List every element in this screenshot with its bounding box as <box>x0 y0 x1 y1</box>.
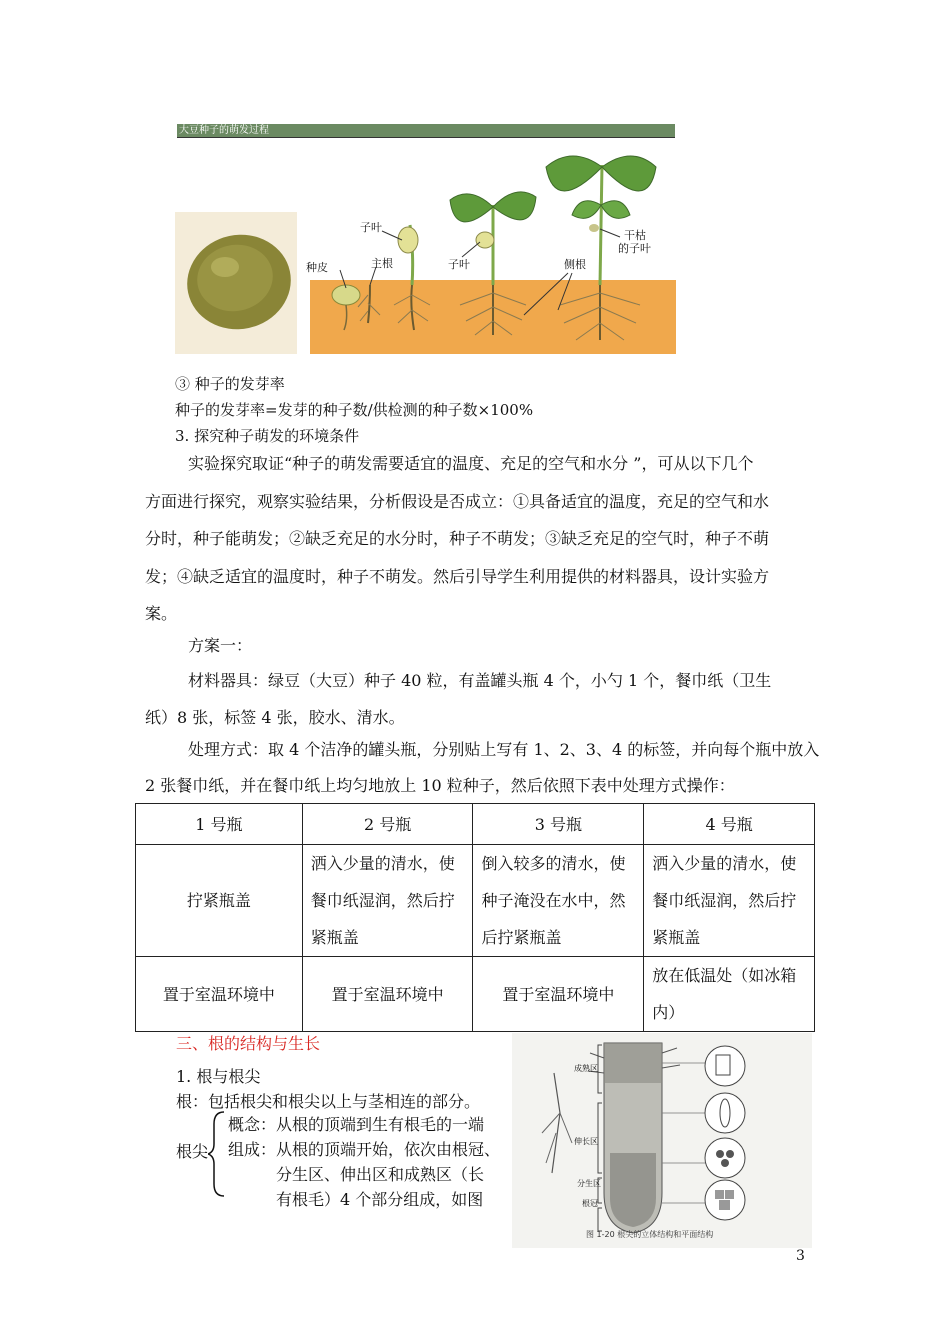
table-cell: 洒入少量的清水，使 餐巾纸湿润，然后拧 紧瓶盖 <box>302 845 473 957</box>
figure-title: 大豆种子的萌发过程 <box>177 124 675 138</box>
table-cell: 洒入少量的清水，使 餐巾纸湿润，然后拧 紧瓶盖 <box>644 845 815 957</box>
treatment-table <box>135 803 815 1032</box>
root-label: 根冠 <box>582 1199 598 1208</box>
label-cotyledon-1: 子叶 <box>360 221 382 234</box>
table-cell: 倒入较多的清水，使 种子淹没在水中，然 后拧紧瓶盖 <box>473 845 644 957</box>
root-label: 伸长区 <box>574 1137 598 1146</box>
rate-formula: 种子的发芽率=发芽的种子数/供检测的种子数×100% <box>175 401 534 419</box>
paragraph-line: 实验探究取证“种子的萌发需要适宜的温度、充足的空气和水分 ”，可从以下几个 <box>188 454 754 473</box>
label-seed-coat: 种皮 <box>306 261 328 274</box>
label-cotyledon-2: 子叶 <box>448 258 470 271</box>
plan-title: 方案一： <box>188 636 253 655</box>
method-line: 2 张餐巾纸，并在餐巾纸上均匀地放上 10 粒种子，然后依照下表中处理方式操作： <box>145 776 735 795</box>
label-withered-2: 的子叶 <box>618 242 651 255</box>
table-cell: 置于室温环境中 <box>136 957 303 1032</box>
table-header-cell: 2 号瓶 <box>302 804 473 845</box>
paragraph-line: 发；④缺乏适宜的温度时，种子不萌发。然后引导学生利用提供的材料器具，设计实验方 <box>145 567 770 586</box>
label-lateral-root: 侧根 <box>564 258 586 271</box>
table-cell: 放在低温处（如冰箱 内） <box>644 957 815 1032</box>
paragraph-line: 方面进行探究，观察实验结果，分析假设是否成立：①具备适宜的温度，充足的空气和水 <box>145 492 770 511</box>
composition-line: 分生区、伸出区和成熟区（长 <box>276 1165 485 1184</box>
concept-line: 概念：从根的顶端到生有根毛的一端 <box>228 1115 485 1134</box>
method-line: 处理方式：取 4 个洁净的罐头瓶，分别贴上写有 1、2、3、4 的标签，并向每个瓶中放入 <box>188 740 820 759</box>
root-heading: 1. 根与根尖 <box>176 1067 261 1086</box>
paragraph-line: 案。 <box>145 604 178 623</box>
page-number: 3 <box>796 1248 805 1264</box>
rate-heading: ③ 种子的发芽率 <box>175 375 285 393</box>
root-label: 成熟区 <box>574 1064 598 1073</box>
composition-line: 有根毛）4 个部分组成，如图 <box>276 1190 484 1209</box>
paragraph-line: 分时，种子能萌发；②缺乏充足的水分时，种子不萌发；③缺乏充足的空气时，种子不萌 <box>145 529 770 548</box>
root-label: 分生区 <box>577 1179 601 1188</box>
root-definition: 根：包括根尖和根尖以上与茎相连的部分。 <box>176 1092 481 1111</box>
seed-photo <box>175 212 297 354</box>
figure-caption: 图 1-20 根尖的立体结构和平面结构 <box>586 1230 714 1239</box>
table-header-cell: 4 号瓶 <box>644 804 815 845</box>
table-header-cell: 1 号瓶 <box>136 804 303 845</box>
table-header-cell: 3 号瓶 <box>473 804 644 845</box>
brace-icon <box>208 1110 228 1198</box>
table-cell: 拧紧瓶盖 <box>136 845 303 957</box>
materials-line: 材料器具：绿豆（大豆）种子 40 粒，有盖罐头瓶 4 个，小勺 1 个，餐巾纸（卫生 <box>188 671 772 690</box>
section3-heading: 3. 探究种子萌发的环境条件 <box>175 427 360 445</box>
section-title: 三、根的结构与生长 <box>176 1034 321 1053</box>
root-tip-figure <box>512 1033 812 1248</box>
materials-line: 纸）8 张，标签 4 张，胶水、清水。 <box>145 708 405 727</box>
table-cell: 置于室温环境中 <box>302 957 473 1032</box>
label-withered-1: 干枯 <box>624 229 646 242</box>
table-cell: 置于室温环境中 <box>473 957 644 1032</box>
composition-line: 组成：从根的顶端开始，依次由根冠、 <box>228 1140 501 1159</box>
root-tip-label: 根尖 <box>176 1142 209 1161</box>
label-main-root: 主根 <box>371 257 393 270</box>
